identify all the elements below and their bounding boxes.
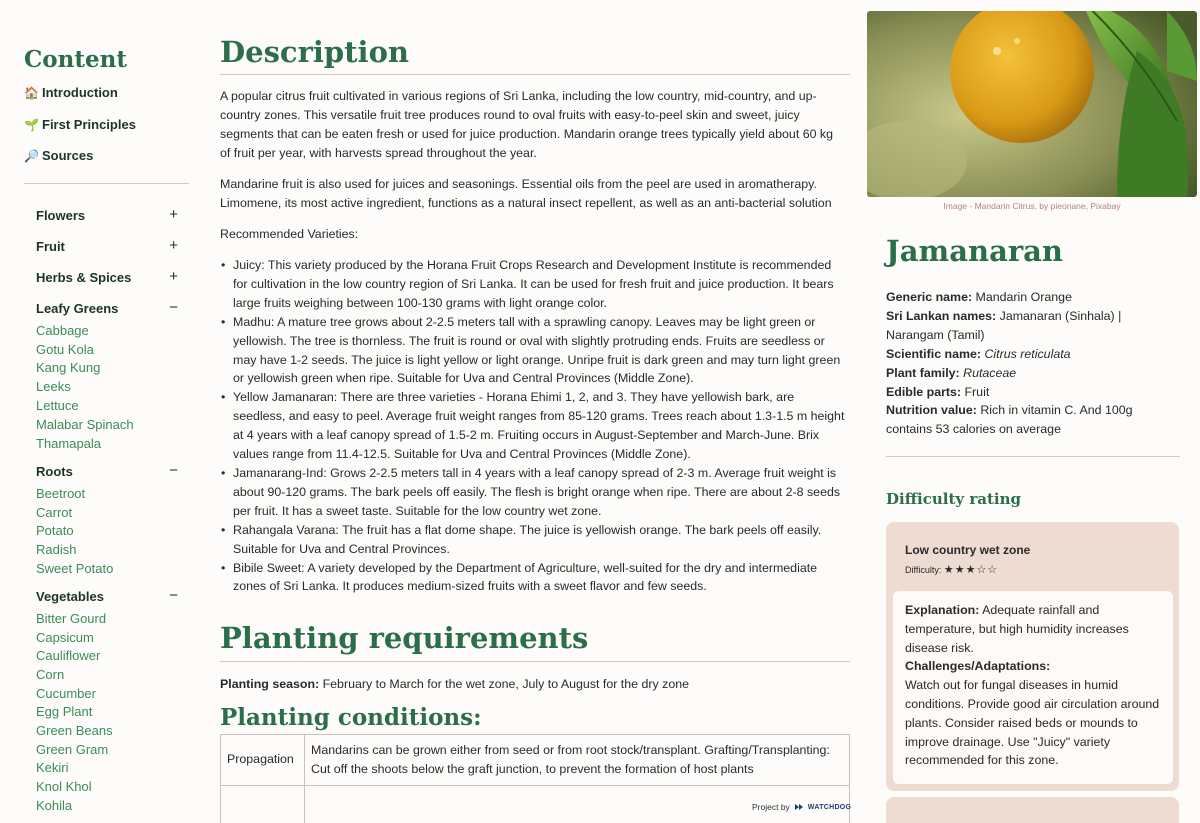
- list-item: • Yellow Jamanaran: There are three varieties - Horana Ehimi 1, 2, and 3. They have yellowish bark, are seedless, and easy to peel. Average fruit weight ranges from 85-120 grams. Trees reach about 1.3-1.5 m height at 4 years with a leaf canopy spread of 1.5-2 m. Fruiting occurs in August-September and March-June. Brix values range from 11.4-12.5. Suitable for Uva and Central Provinces (Middle Zone).: [220, 388, 848, 464]
- collapse-icon[interactable]: −: [169, 587, 178, 604]
- home-icon: 🏠: [24, 85, 39, 100]
- sidebar-item-leeks[interactable]: Leeks: [36, 379, 71, 394]
- fact-label: Sri Lankan names:: [886, 308, 997, 323]
- hero-image: [867, 11, 1197, 197]
- difficulty-label: Difficulty:: [905, 565, 942, 575]
- table-cell-label: [221, 785, 305, 823]
- fact-label: Plant family:: [886, 365, 960, 380]
- collapse-icon[interactable]: −: [169, 462, 178, 479]
- magnifier-icon: 🔎: [24, 148, 39, 163]
- category-roots[interactable]: [36, 464, 178, 479]
- list-item: • Bibile Sweet: A variety developed by the Department of Agriculture, well-suited for the dry and intermediate zones of Sri Lanka. It produces medium-sized fruits with a sweet flavor and few seeds.: [220, 559, 848, 597]
- table-cell-value: Mandarins can be grown either from seed or from root stock/transplant. Grafting/Transplanting: Cut off the shoots below the graft junction, to prevent the formation of host plants: [305, 735, 850, 786]
- sidebar-item-malabar-spinach[interactable]: Malabar Spinach: [36, 417, 134, 432]
- sidebar-item-kekiri[interactable]: Kekiri: [36, 760, 69, 775]
- fact-label: Edible parts:: [886, 384, 962, 399]
- toc-label: Introduction: [42, 85, 118, 100]
- planting-season-value: February to March for the wet zone, July to August for the dry zone: [319, 677, 689, 691]
- panel-divider: [886, 456, 1180, 457]
- toc-link-first-principles[interactable]: [24, 117, 136, 132]
- sidebar-item-beetroot[interactable]: Beetroot: [36, 486, 86, 501]
- credit-label: Project by: [752, 802, 790, 812]
- challenges-text: Watch out for fungal diseases in humid conditions. Provide good air circulation around plants. Consider raised beds or mounds to improve drainage. Use "Juicy" variety recommended for this zone.: [905, 678, 1160, 768]
- fact-value: Fruit: [961, 384, 990, 399]
- category-fruit[interactable]: [36, 239, 178, 254]
- sidebar-divider: [24, 183, 189, 184]
- sidebar-item-egg-plant[interactable]: Egg Plant: [36, 704, 93, 719]
- category-label: Herbs & Spices: [36, 270, 132, 285]
- sidebar-item-bitter-gourd[interactable]: Bitter Gourd: [36, 611, 107, 626]
- planting-heading: Planting requirements: [220, 621, 589, 655]
- credit-logo-text: WATCHDOG: [807, 803, 852, 811]
- sidebar-item-cucumber[interactable]: Cucumber: [36, 686, 96, 701]
- sidebar-item-kang-kung[interactable]: Kang Kung: [36, 360, 101, 375]
- sidebar-item-cauliflower[interactable]: Cauliflower: [36, 648, 101, 663]
- list-item: • Madhu: A mature tree grows about 2-2.5 meters tall with a sprawling canopy. Leaves may be light green or yellowish. The tree is thornless. The fruit is round or oval with slightly protruding ends. Fruits are seedless or may have 1-2 seeds. The juice is light yellow or light orange. Unripe fruit is dark green and may turn light green or yellowish green when ripe. Suitable for Uva and Central Provinces (Middle Zone).: [220, 313, 848, 389]
- category-leafy-greens[interactable]: [36, 301, 178, 316]
- image-caption: Image - Mandarin Citrus, by pieonane, Pixabay: [943, 201, 1121, 211]
- fact-label: Generic name:: [886, 290, 973, 304]
- zone-difficulty: [905, 563, 998, 576]
- list-item: • Jamanarang-Ind: Grows 2-2.5 meters tall in 4 years with a leaf canopy spread of 2-3 m. Average fruit weight is about 90-120 grams. The bark peels off easily. The flesh is bright orange when ripe. There are about 2-8 seeds per fruit. It has a sweet taste. Suitable for the low country wet zone.: [220, 464, 848, 521]
- zone-details: [893, 591, 1173, 784]
- category-label: Leafy Greens: [36, 301, 119, 316]
- explanation-text: Adequate rainfall and temperature, but high humidity increases disease risk.: [905, 603, 1129, 655]
- plant-facts: [886, 288, 1181, 439]
- fact-scientific-name: [886, 345, 1181, 364]
- sidebar-item-cabbage[interactable]: Cabbage: [36, 323, 89, 338]
- plant-name: Jamanaran: [886, 234, 1064, 268]
- sidebar-item-gotu-kola[interactable]: Gotu Kola: [36, 342, 94, 357]
- collapse-icon[interactable]: −: [169, 299, 178, 316]
- description-heading: Description: [220, 35, 409, 69]
- sidebar-item-lettuce[interactable]: Lettuce: [36, 398, 79, 413]
- toc-label: First Principles: [42, 117, 136, 132]
- sidebar: [0, 0, 200, 823]
- sidebar-item-sweet-potato[interactable]: Sweet Potato: [36, 561, 114, 576]
- fact-generic-name: [886, 288, 1181, 307]
- sidebar-item-carrot[interactable]: Carrot: [36, 505, 73, 520]
- category-label: Roots: [36, 464, 73, 479]
- toc-label: Sources: [42, 148, 94, 163]
- fact-value: Citrus reticulata: [981, 346, 1071, 361]
- category-herbs-spices[interactable]: [36, 270, 178, 285]
- planting-season-label: Planting season:: [220, 677, 320, 691]
- fact-nutrition-value: [886, 401, 1181, 439]
- category-vegetables[interactable]: [36, 589, 178, 604]
- description-paragraph: A popular citrus fruit cultivated in various regions of Sri Lanka, including the low country, mid-country, and up-country zones. This versatile fruit tree produces round to oval fruits with easy-to-peel skin and sweet, juicy segments that can be eaten fresh or used for juice production. Mandarin orange trees typically yield about 60 kg of fruit per year, with harvests spread throughout the year.: [220, 89, 834, 160]
- seedling-icon: 🌱: [24, 117, 39, 132]
- table-row: [221, 735, 850, 786]
- fact-label: Nutrition value:: [886, 403, 977, 418]
- sidebar-item-corn[interactable]: Corn: [36, 667, 65, 682]
- fact-edible-parts: [886, 383, 1181, 402]
- category-label: Vegetables: [36, 589, 104, 604]
- list-item: • Rahangala Varana: The fruit has a flat dome shape. The juice is yellowish orange. The bark peels off easily. Suitable for Uva and Central Provinces.: [220, 521, 848, 559]
- sidebar-item-potato[interactable]: Potato: [36, 523, 74, 538]
- star-rating-icon: ★★★☆☆: [943, 564, 999, 576]
- conditions-heading: Planting conditions:: [220, 704, 482, 731]
- project-credit[interactable]: [752, 802, 851, 812]
- explanation-label: Explanation:: [905, 603, 980, 617]
- challenges-label: Challenges/Adaptations:: [905, 659, 1051, 674]
- difficulty-heading: Difficulty rating: [886, 490, 1021, 508]
- category-label: Fruit: [36, 239, 65, 254]
- toc-link-sources[interactable]: [24, 148, 93, 163]
- watchdog-logo-icon: [794, 802, 804, 812]
- fact-value: Mandarin Orange: [972, 290, 1072, 304]
- zone-card: [886, 797, 1179, 823]
- fact-plant-family: [886, 364, 1181, 383]
- varieties-label: Recommended Varieties:: [220, 227, 359, 241]
- zone-card: [886, 522, 1179, 791]
- fact-sri-lankan-names: [886, 307, 1181, 345]
- table-cell-label: Propagation: [221, 735, 305, 786]
- sidebar-item-radish[interactable]: Radish: [36, 542, 77, 557]
- planting-season: [220, 675, 845, 694]
- category-flowers[interactable]: [36, 208, 178, 223]
- sidebar-item-green-gram[interactable]: Green Gram: [36, 742, 109, 757]
- sidebar-item-capsicum[interactable]: Capsicum: [36, 630, 94, 645]
- sidebar-item-thamapala[interactable]: Thamapala: [36, 436, 102, 451]
- toc-link-introduction[interactable]: [24, 85, 118, 100]
- fact-value: Jamanaran (Sinhala) | Narangam (Tamil): [886, 308, 1122, 342]
- expand-icon[interactable]: +: [169, 206, 178, 223]
- expand-icon[interactable]: +: [169, 237, 178, 254]
- heading-rule: [220, 74, 850, 75]
- category-label: Flowers: [36, 208, 86, 223]
- sidebar-item-green-beans[interactable]: Green Beans: [36, 723, 113, 738]
- fact-value: Rutaceae: [959, 365, 1017, 380]
- sidebar-item-kohila[interactable]: Kohila: [36, 798, 73, 813]
- sidebar-title: Content: [24, 46, 127, 73]
- fact-value: Rich in vitamin C. And 100g contains 53 calories on average: [886, 403, 1133, 437]
- fact-label: Scientific name:: [886, 346, 982, 361]
- sidebar-item-knol-khol[interactable]: Knol Khol: [36, 779, 92, 794]
- description-paragraph-2: Mandarine fruit is also used for juices and seasonings. Essential oils from the peel are used in aromatherapy. Limomene, its most active ingredient, functions as a natural insect repellent, as well as an anti-bacterial solution: [220, 177, 832, 210]
- zone-name: Low country wet zone: [905, 543, 1031, 557]
- expand-icon[interactable]: +: [169, 268, 178, 285]
- zone-explanation: [905, 601, 1161, 657]
- varieties-list: [220, 256, 848, 596]
- heading-rule: [220, 661, 850, 662]
- list-item: • Juicy: This variety produced by the Horana Fruit Crops Research and Development Institute is recommended for cultivation in the low country region of Sri Lanka. It can be used for fresh fruit and juice production. It bears large fruits weighing between 100-130 grams with light orange color.: [220, 256, 848, 313]
